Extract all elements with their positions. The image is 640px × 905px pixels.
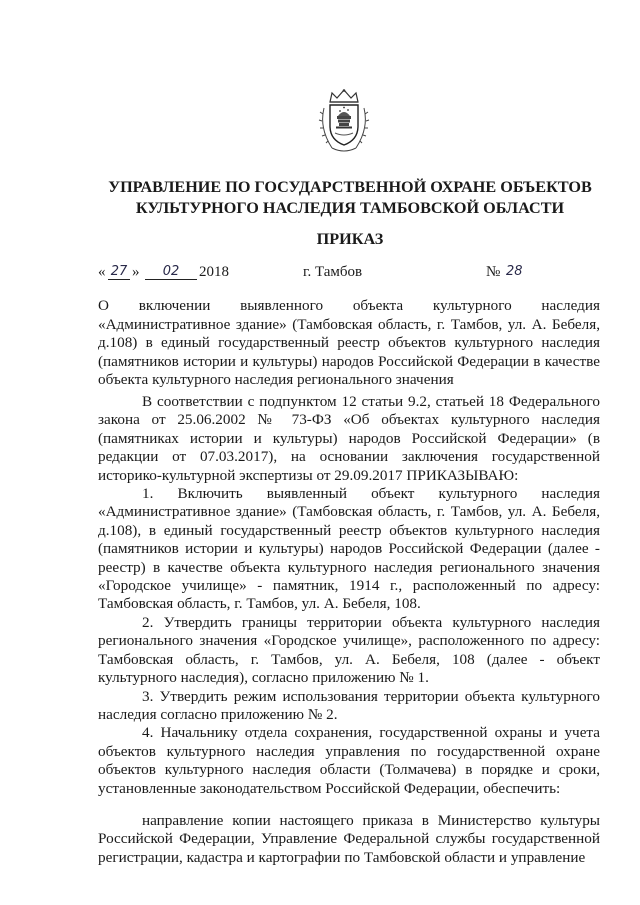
order-item-2: 2. Утвердить границы территории объекта культурного наследия регионального значения «Городское училище», расположенного по адресу: Тамбовская область, г. Тамбов, ул. А. Бебеля, 108 (далее - объект культурного наследия), согласно приложению № 1.: [98, 613, 600, 687]
agency-name-line1: УПРАВЛЕНИЕ ПО ГОСУДАРСТВЕННОЙ ОХРАНЕ ОБЪЕКТОВ: [108, 178, 592, 196]
order-item-4: 4. Начальнику отдела сохранения, государственной охраны и учета объектов культурного наследия управления по государственной охране объектов культурного наследия области (Толмачева) в порядке и сроки, установленные законодательством Российской Федерации, обеспечить:: [98, 724, 600, 797]
date-line: [98, 264, 598, 286]
date-day: 27: [108, 264, 130, 280]
date-open-quote: «: [98, 264, 106, 280]
agency-name: [60, 177, 640, 219]
order-item-3: 3. Утвердить режим использования территории объекта культурного наследия согласно приложению № 2.: [98, 687, 600, 723]
agency-name-line2: КУЛЬТУРНОГО НАСЛЕДИЯ ТАМБОВСКОЙ ОБЛАСТИ: [135, 199, 565, 217]
date-city: г. Тамбов: [303, 264, 363, 280]
date-month: 02: [145, 264, 197, 280]
order-body: [98, 393, 600, 867]
order-number-sign: №: [486, 264, 501, 280]
preamble-paragraph: В соответствии с подпунктом 12 статьи 9.2, статьей 18 Федерального закона от 25.06.2002 № 73-ФЗ «Об объектах культурного наследия (памятниках истории и культуры) народов Российской Федерации» (в редакции от 07.03.2017), на основании заключения государственной историко-культурной экспертизы от 29.09.2017 ПРИКАЗЫВАЮ:: [98, 393, 600, 484]
order-subject: О включении выявленного объекта культурного наследия «Административное здание» (Тамбовская область, г. Тамбов, ул. А. Бебеля, д.108) в единый государственный реестр объектов культурного наследия (памятников истории и культуры) народов Российской Федерации в качестве объекта культурного наследия регионального значения: [98, 297, 600, 389]
coat-of-arms-icon: [318, 88, 370, 154]
date-year: 2018: [199, 264, 229, 280]
continuation-paragraph: направление копии настоящего приказа в Министерство культуры Российской Федерации, Управление Федеральной службы государственной регистрации, кадастра и картографии по Тамбовской области и управление: [98, 811, 600, 866]
date-close-quote: »: [132, 264, 140, 280]
document-type: ПРИКАЗ: [316, 230, 384, 248]
order-item-1: 1. Включить выявленный объект культурного наследия «Административное здание» (Тамбовская область, г. Тамбов, ул. А. Бебеля, д.108), в единый государственный реестр объектов культурного наследия (памятников истории и культуры) народов Российской Федерации (далее - реестр) в качестве объекта культурного наследия регионального значения «Городское училище» - памятник, 1914 г., расположенный по адресу: Тамбовская область, г. Тамбов, ул. А. Бебеля, 108.: [98, 485, 600, 613]
order-number: 28: [506, 264, 523, 279]
